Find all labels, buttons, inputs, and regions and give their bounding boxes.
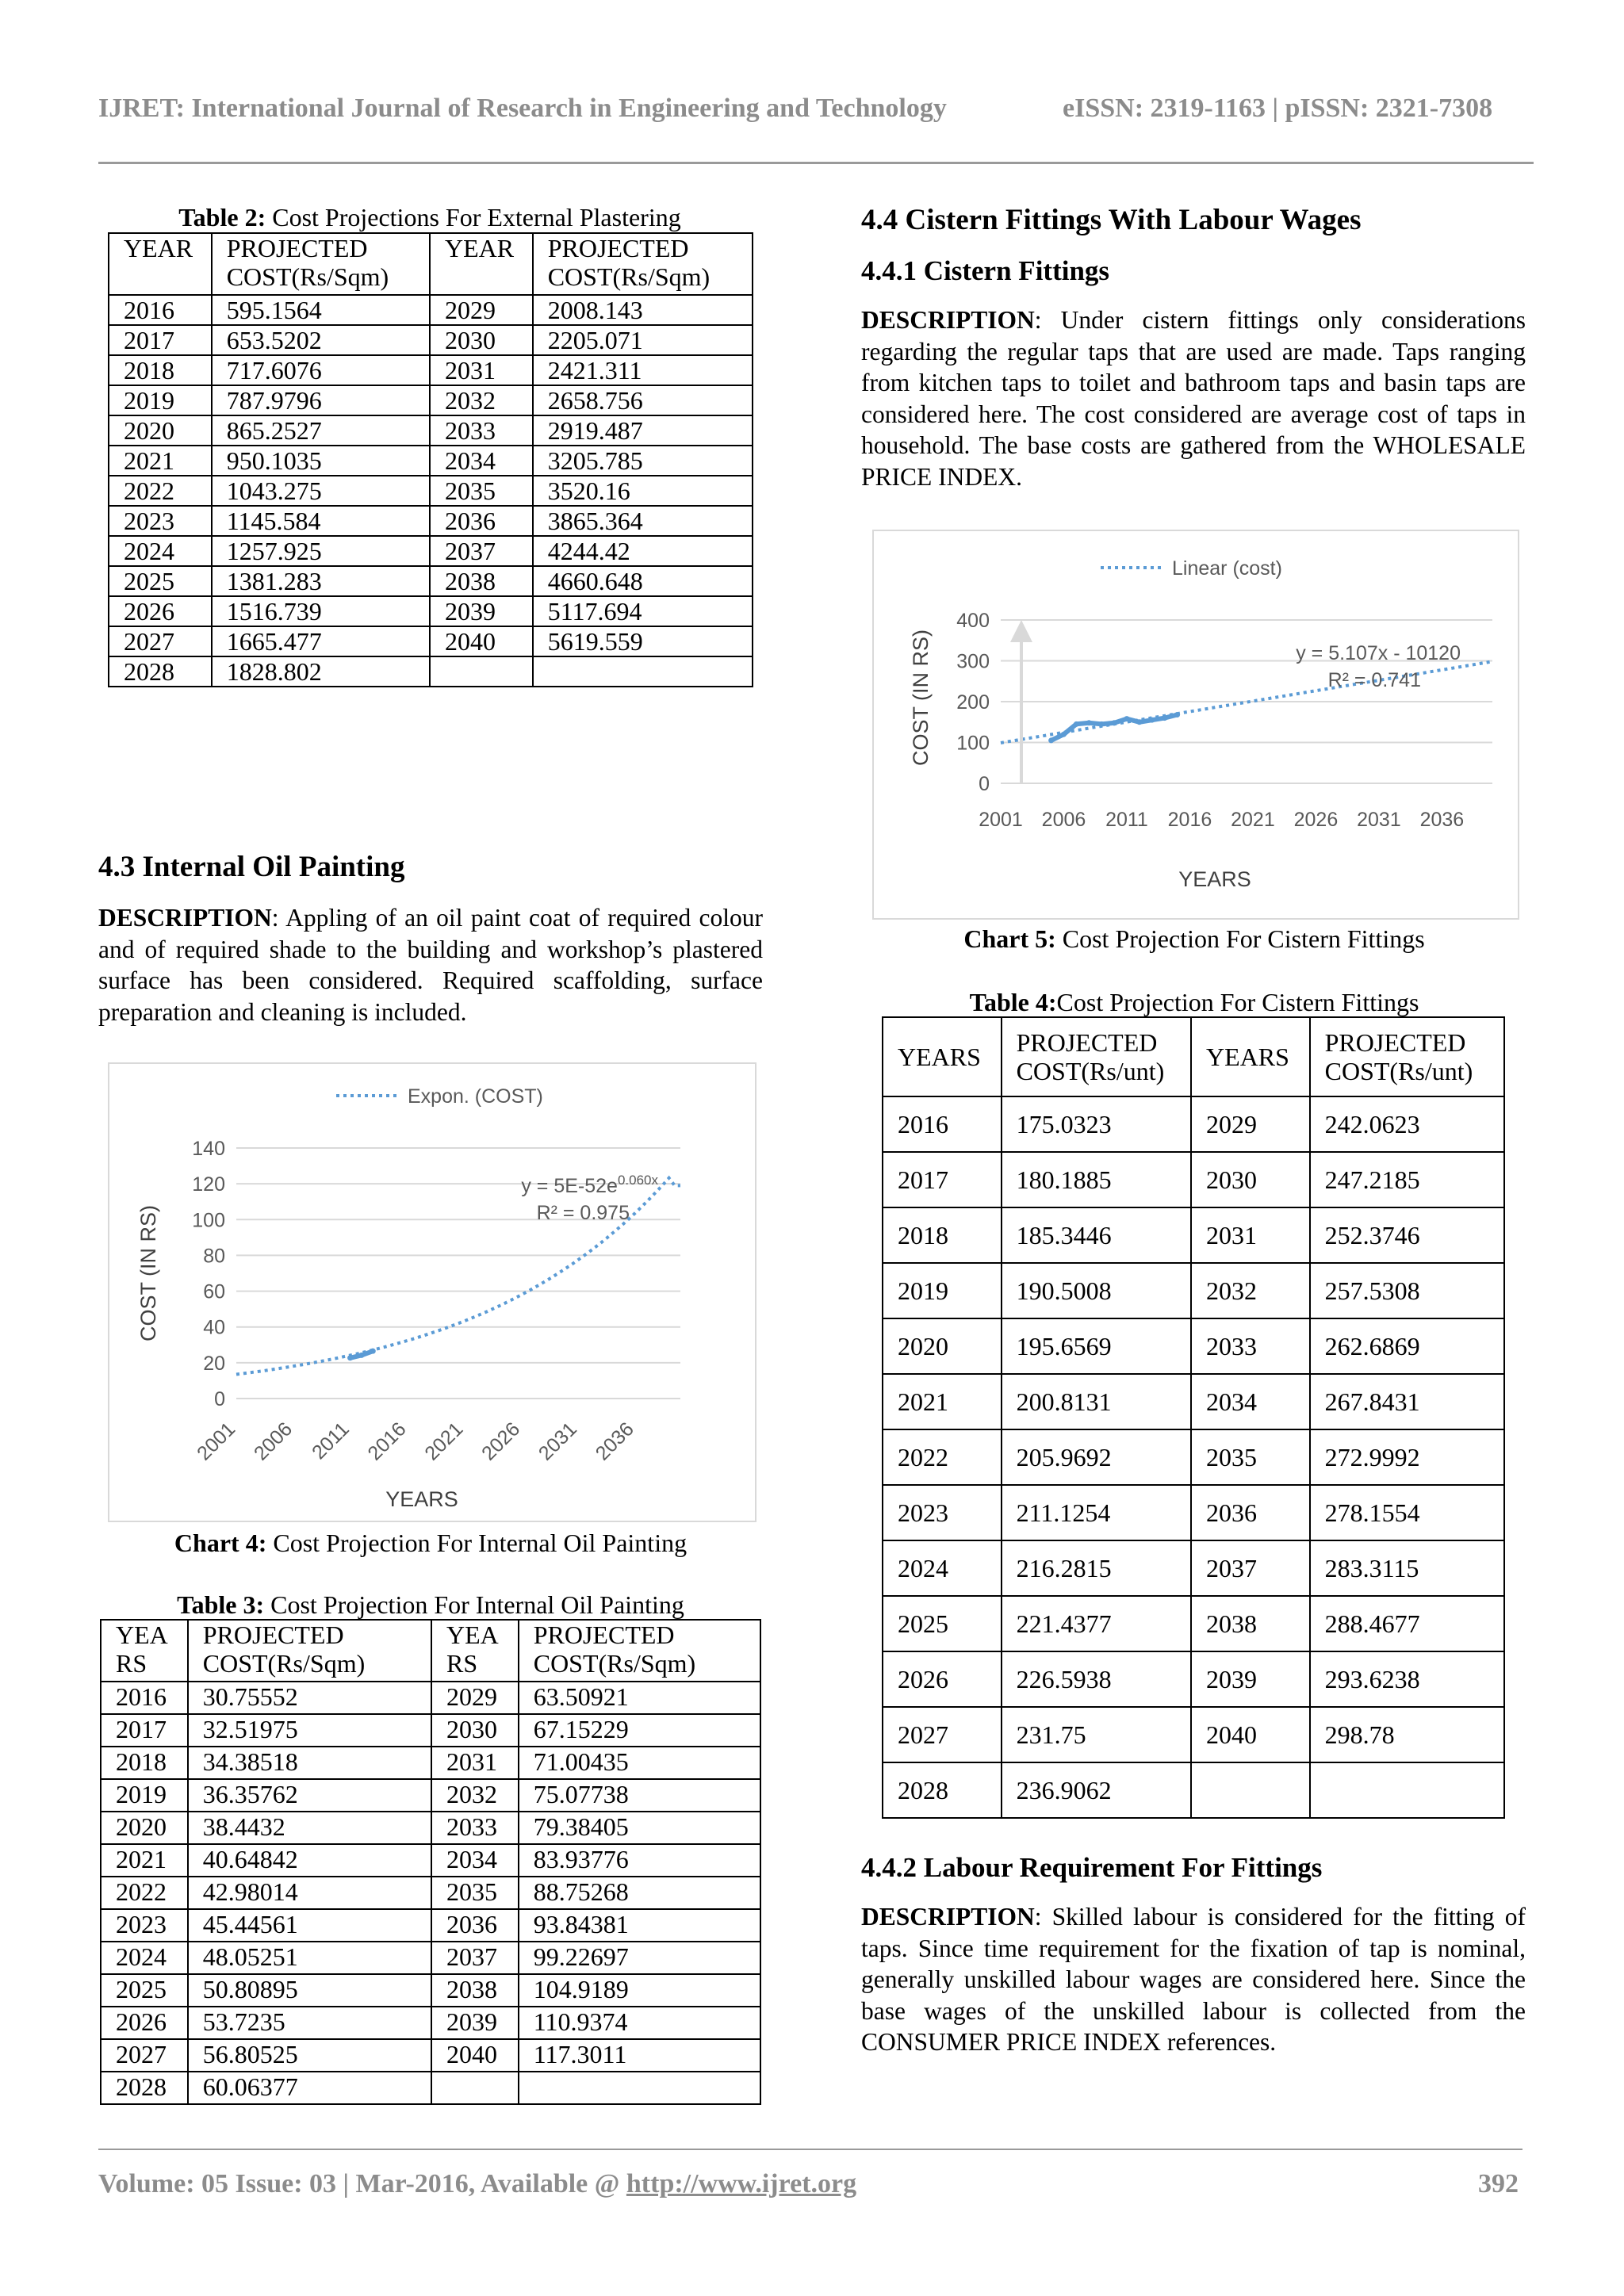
- table-cell: 175.0323: [1002, 1096, 1191, 1152]
- table-cell: 2031: [431, 1747, 519, 1779]
- data-point: [1124, 716, 1129, 721]
- table-cell: 2021: [109, 446, 212, 476]
- table-cell: 38.4432: [188, 1812, 431, 1844]
- x-tick-label: 2011: [1105, 809, 1148, 831]
- table-row: [101, 1714, 760, 1747]
- data-point: [347, 1355, 353, 1360]
- table-row: [883, 1374, 1504, 1429]
- table-row: [109, 476, 753, 506]
- y-axis-arrow-head: [1010, 620, 1032, 642]
- table-cell: 2037: [431, 1942, 519, 1974]
- table-cell: 50.80895: [188, 1974, 431, 2007]
- table-cell: 216.2815: [1002, 1540, 1191, 1596]
- table-cell: [431, 2072, 519, 2104]
- table-cell: 2020: [109, 415, 212, 446]
- data-point: [358, 1353, 364, 1358]
- table-cell: 2021: [883, 1374, 1002, 1429]
- table-header-row: [883, 1017, 1504, 1096]
- table-cell: 787.9796: [212, 385, 430, 415]
- table-cell: 2035: [431, 1877, 519, 1909]
- y-tick-label: 400: [956, 610, 990, 632]
- table-cell: 2020: [101, 1812, 188, 1844]
- table-cell: 71.00435: [519, 1747, 760, 1779]
- x-tick-label: 2006: [1041, 809, 1086, 831]
- chart5-svg: [874, 531, 1518, 918]
- table-cell: 2036: [431, 1909, 519, 1942]
- x-tick-label: 2006: [249, 1418, 297, 1465]
- table-cell: 42.98014: [188, 1877, 431, 1909]
- table-cell: 211.1254: [1002, 1485, 1191, 1540]
- table-header-row: [101, 1620, 760, 1682]
- table-cell: 2020: [883, 1318, 1002, 1374]
- y-tick-label: 40: [203, 1316, 225, 1339]
- table-cell: 79.38405: [519, 1812, 760, 1844]
- table-cell: 2026: [101, 2007, 188, 2039]
- table-row: [101, 1682, 760, 1714]
- table-cell: 99.22697: [519, 1942, 760, 1974]
- table-cell: 75.07738: [519, 1779, 760, 1812]
- table-row: [883, 1207, 1504, 1263]
- table-cell: 2030: [431, 1714, 519, 1747]
- data-point: [1099, 721, 1105, 727]
- table-cell: 231.75: [1002, 1707, 1191, 1762]
- table-cell: 3520.16: [533, 476, 753, 506]
- table2-caption: Table 2: Cost Projections For External Plastering: [178, 203, 681, 232]
- table-cell: 5619.559: [533, 626, 753, 656]
- table-row: [101, 2072, 760, 2104]
- table-row: [883, 1485, 1504, 1540]
- chart5-caption: Chart 5: Cost Projection For Cistern Fittings: [963, 924, 1425, 953]
- table-cell: 2036: [1191, 1485, 1310, 1540]
- table-cell: 180.1885: [1002, 1152, 1191, 1207]
- chart4-svg: [109, 1064, 755, 1521]
- table-cell: 2023: [883, 1485, 1002, 1540]
- trendline-equation: $y = 5E-52e^{0.060x}$: [521, 1173, 658, 1197]
- table-cell: 221.4377: [1002, 1596, 1191, 1651]
- table-header-cell: PROJECTED COST(Rs/Sqm): [212, 233, 430, 295]
- table-cell: 56.80525: [188, 2039, 431, 2072]
- section-4-4-heading: 4.4 Cistern Fittings With Labour Wages: [861, 204, 1362, 236]
- r-squared-label: R² = 0.975: [536, 1202, 630, 1224]
- table-cell: 2032: [430, 385, 533, 415]
- table-cell: 63.50921: [519, 1682, 760, 1714]
- table-cell: 2028: [109, 656, 212, 687]
- table-header-cell: YEA RS: [101, 1620, 188, 1682]
- table-cell: 2008.143: [533, 295, 753, 325]
- table3-caption: Table 3: Cost Projection For Internal Oil Painting: [177, 1590, 684, 1619]
- table-cell: 34.38518: [188, 1747, 431, 1779]
- table-cell: 88.75268: [519, 1877, 760, 1909]
- table-cell: 2421.311: [533, 355, 753, 385]
- table-row: [883, 1263, 1504, 1318]
- table-cell: 242.0623: [1310, 1096, 1504, 1152]
- data-point: [1136, 719, 1142, 725]
- y-tick-label: 0: [214, 1388, 225, 1410]
- table-cell: 2019: [883, 1263, 1002, 1318]
- table-cell: 190.5008: [1002, 1263, 1191, 1318]
- y-tick-label: 20: [203, 1352, 225, 1375]
- table-cell: 2028: [101, 2072, 188, 2104]
- table-row: [109, 355, 753, 385]
- y-tick-label: 80: [203, 1245, 225, 1268]
- section-4-4-2-heading: 4.4.2 Labour Requirement For Fittings: [861, 1852, 1323, 1883]
- table-cell: 2038: [1191, 1596, 1310, 1651]
- table-cell: 195.6569: [1002, 1318, 1191, 1374]
- table-cell: 653.5202: [212, 325, 430, 355]
- x-tick-label: 2036: [1419, 809, 1465, 831]
- x-tick-label: 2016: [363, 1418, 411, 1465]
- table-cell: 3205.785: [533, 446, 753, 476]
- table-row: [109, 596, 753, 626]
- y-tick-label: 60: [203, 1280, 225, 1303]
- table-cell: 2039: [1191, 1651, 1310, 1707]
- table-cell: 2022: [101, 1877, 188, 1909]
- table-cell: 5117.694: [533, 596, 753, 626]
- x-tick-label: 2026: [477, 1418, 525, 1465]
- table4: [882, 1016, 1505, 1819]
- table-cell: [1310, 1762, 1504, 1818]
- table-row: [101, 2007, 760, 2039]
- table-cell: 30.75552: [188, 1682, 431, 1714]
- table-cell: 2016: [109, 295, 212, 325]
- table-row: [101, 1844, 760, 1877]
- table-cell: 2036: [430, 506, 533, 536]
- table-cell: 83.93776: [519, 1844, 760, 1877]
- y-axis-title: COST (IN RS): [909, 629, 933, 767]
- table-cell: 2023: [101, 1909, 188, 1942]
- table-cell: 298.78: [1310, 1707, 1504, 1762]
- table3: [100, 1619, 761, 2105]
- data-point: [1086, 720, 1092, 725]
- table-cell: 93.84381: [519, 1909, 760, 1942]
- table-cell: 2016: [883, 1096, 1002, 1152]
- table-row: [101, 1779, 760, 1812]
- table-row: [109, 446, 753, 476]
- legend-label: Linear (cost): [1172, 557, 1282, 580]
- x-tick-label: 2016: [1167, 809, 1212, 831]
- table-cell: 2033: [430, 415, 533, 446]
- table-cell: 4660.648: [533, 566, 753, 596]
- section-4-4-1-heading: 4.4.1 Cistern Fittings: [861, 255, 1110, 286]
- table-cell: 2022: [109, 476, 212, 506]
- table-header-row: [109, 233, 753, 295]
- chart5: [872, 530, 1519, 920]
- table-cell: 200.8131: [1002, 1374, 1191, 1429]
- data-line: [1051, 715, 1178, 740]
- table-cell: 2038: [431, 1974, 519, 2007]
- table-cell: 2026: [109, 596, 212, 626]
- table-header-cell: PROJECTED COST(Rs/Sqm): [533, 233, 753, 295]
- table-cell: 2032: [1191, 1263, 1310, 1318]
- table-cell: 110.9374: [519, 2007, 760, 2039]
- table-cell: 247.2185: [1310, 1152, 1504, 1207]
- table-cell: 2025: [109, 566, 212, 596]
- table-row: [109, 415, 753, 446]
- table-cell: 2919.487: [533, 415, 753, 446]
- table-cell: 2035: [430, 476, 533, 506]
- table-row: [109, 626, 753, 656]
- table-cell: 205.9692: [1002, 1429, 1191, 1485]
- table-cell: 272.9992: [1310, 1429, 1504, 1485]
- section-4-3-heading: 4.3 Internal Oil Painting: [98, 851, 405, 883]
- table-cell: 950.1035: [212, 446, 430, 476]
- table-row: [109, 656, 753, 687]
- table-cell: 2018: [883, 1207, 1002, 1263]
- table-row: [101, 2039, 760, 2072]
- footer-rule: [98, 2149, 1522, 2150]
- table-cell: [430, 656, 533, 687]
- table-cell: 32.51975: [188, 1714, 431, 1747]
- table-cell: 2016: [101, 1682, 188, 1714]
- table-cell: 2018: [109, 355, 212, 385]
- table-cell: 4244.42: [533, 536, 753, 566]
- y-tick-label: 300: [956, 650, 990, 673]
- trendline-equation: y = 5.107x - 10120: [1296, 642, 1461, 664]
- table-cell: 288.4677: [1310, 1596, 1504, 1651]
- chart4-caption: Chart 4: Cost Projection For Internal Oil Painting: [174, 1529, 688, 1557]
- x-tick-label: 2026: [1293, 809, 1339, 831]
- y-tick-label: 100: [956, 732, 990, 755]
- table-cell: 1381.283: [212, 566, 430, 596]
- x-tick-label: 2036: [591, 1418, 638, 1465]
- table-header-cell: YEA RS: [431, 1620, 519, 1682]
- table-row: [883, 1651, 1504, 1707]
- table-cell: 1043.275: [212, 476, 430, 506]
- table-cell: 67.15229: [519, 1714, 760, 1747]
- table2: [108, 232, 753, 687]
- table-cell: 2022: [883, 1429, 1002, 1485]
- table-cell: 2040: [431, 2039, 519, 2072]
- table-cell: 45.44561: [188, 1909, 431, 1942]
- table-cell: 48.05251: [188, 1942, 431, 1974]
- table-row: [109, 325, 753, 355]
- table-cell: 2031: [1191, 1207, 1310, 1263]
- table-row: [101, 1974, 760, 2007]
- table-cell: 104.9189: [519, 1974, 760, 2007]
- x-tick-label: 2031: [534, 1418, 582, 1465]
- table-cell: 717.6076: [212, 355, 430, 385]
- table-cell: 252.3746: [1310, 1207, 1504, 1263]
- table-row: [109, 506, 753, 536]
- table-row: [883, 1318, 1504, 1374]
- table-cell: 283.3115: [1310, 1540, 1504, 1596]
- table-cell: 2019: [101, 1779, 188, 1812]
- x-axis-title: YEARS: [1178, 867, 1251, 891]
- table-header-cell: YEAR: [109, 233, 212, 295]
- chart4: [108, 1062, 756, 1522]
- x-tick-label: 2001: [193, 1418, 240, 1465]
- page-number: 392: [1478, 2169, 1519, 2198]
- footer-volume: Volume: 05 Issue: 03 | Mar-2016, Available @ http://www.ijret.org: [98, 2169, 857, 2198]
- table-cell: 2029: [1191, 1096, 1310, 1152]
- y-axis-title: COST (IN RS): [136, 1204, 160, 1342]
- table-row: [101, 1942, 760, 1974]
- table-row: [109, 566, 753, 596]
- section-4-4-1-description: DESCRIPTION: Under cistern fittings only considerations regarding the regular taps that are used are made. Taps ranging from kitchen taps to toilet and bathroom taps and basin taps are considered here. The cost considered are average cost of taps in household. The base costs are gathered from the WHOLESALE PRICE INDEX.: [861, 306, 1526, 491]
- table-cell: 2040: [430, 626, 533, 656]
- table-header-cell: YEAR: [430, 233, 533, 295]
- table-cell: 2019: [109, 385, 212, 415]
- table-cell: 226.5938: [1002, 1651, 1191, 1707]
- table-header-cell: PROJECTED COST(Rs/unt): [1002, 1017, 1191, 1096]
- table-cell: [533, 656, 753, 687]
- table-row: [109, 536, 753, 566]
- table-header-cell: PROJECTED COST(Rs/Sqm): [188, 1620, 431, 1682]
- y-tick-label: 140: [192, 1138, 225, 1160]
- y-tick-label: 100: [192, 1209, 225, 1232]
- table-cell: 2024: [883, 1540, 1002, 1596]
- table-header-cell: YEARS: [883, 1017, 1002, 1096]
- table-cell: 3865.364: [533, 506, 753, 536]
- table-cell: 2017: [883, 1152, 1002, 1207]
- section-4-4-2-description: DESCRIPTION: Skilled labour is considered for the fitting of taps. Since time requirement for the fixation of tap is nominal, generally unskilled labour wages are considered here. Since the base wages of the unskilled labour is collected from the CONSUMER PRICE INDEX references.: [861, 1903, 1526, 2056]
- r-squared-label: R² = 0.741: [1327, 669, 1421, 691]
- data-point: [1162, 715, 1167, 721]
- table-row: [883, 1152, 1504, 1207]
- table-cell: 2033: [1191, 1318, 1310, 1374]
- table-cell: 2031: [430, 355, 533, 385]
- table-cell: 36.35762: [188, 1779, 431, 1812]
- issn: eISSN: 2319-1163 | pISSN: 2321-7308: [1063, 94, 1493, 123]
- table-cell: 2033: [431, 1812, 519, 1844]
- data-point: [1074, 721, 1079, 727]
- table-row: [101, 1812, 760, 1844]
- x-tick-label: 2031: [1357, 809, 1401, 831]
- table-cell: 2658.756: [533, 385, 753, 415]
- table-cell: 2029: [431, 1682, 519, 1714]
- table-cell: 865.2527: [212, 415, 430, 446]
- table-cell: 185.3446: [1002, 1207, 1191, 1263]
- table-cell: 2023: [109, 506, 212, 536]
- data-point: [1061, 732, 1067, 737]
- table-row: [101, 1877, 760, 1909]
- table-header-cell: PROJECTED COST(Rs/Sqm): [519, 1620, 760, 1682]
- table-cell: 53.7235: [188, 2007, 431, 2039]
- table-row: [883, 1762, 1504, 1818]
- table-cell: 2037: [430, 536, 533, 566]
- x-tick-label: 2021: [1231, 809, 1275, 831]
- table-row: [883, 1429, 1504, 1485]
- table-cell: 2021: [101, 1844, 188, 1877]
- table4-caption: Table 4:Cost Projection For Cistern Fittings: [969, 988, 1419, 1016]
- table-cell: 1145.584: [212, 506, 430, 536]
- table-row: [109, 385, 753, 415]
- table-cell: 2024: [109, 536, 212, 566]
- table-cell: 2027: [109, 626, 212, 656]
- data-point: [1048, 737, 1054, 743]
- table-cell: 2030: [430, 325, 533, 355]
- table-cell: [1191, 1762, 1310, 1818]
- table-cell: 2034: [1191, 1374, 1310, 1429]
- table-cell: 2034: [431, 1844, 519, 1877]
- table-cell: 2037: [1191, 1540, 1310, 1596]
- table-cell: 257.5308: [1310, 1263, 1504, 1318]
- table-cell: 1828.802: [212, 656, 430, 687]
- header-rule: [98, 162, 1534, 164]
- table-cell: 117.3011: [519, 2039, 760, 2072]
- table-cell: 2026: [883, 1651, 1002, 1707]
- y-tick-label: 120: [192, 1173, 225, 1196]
- table-cell: 2039: [431, 2007, 519, 2039]
- table-cell: 236.9062: [1002, 1762, 1191, 1818]
- table-cell: 2027: [101, 2039, 188, 2072]
- x-axis-title: YEARS: [385, 1487, 458, 1511]
- table-cell: 2025: [883, 1596, 1002, 1651]
- journal-title: IJRET: International Journal of Research in Engineering and Technology: [98, 94, 947, 123]
- table-cell: 2027: [883, 1707, 1002, 1762]
- table-cell: 2029: [430, 295, 533, 325]
- table-cell: 267.8431: [1310, 1374, 1504, 1429]
- table-cell: 2018: [101, 1747, 188, 1779]
- data-point: [1112, 720, 1117, 725]
- data-point: [370, 1349, 376, 1354]
- table-row: [109, 295, 753, 325]
- footer-link[interactable]: http://www.ijret.org: [626, 2169, 857, 2198]
- table-cell: 2035: [1191, 1429, 1310, 1485]
- table-cell: 2039: [430, 596, 533, 626]
- data-point: [1149, 718, 1155, 723]
- table-header-cell: YEARS: [1191, 1017, 1310, 1096]
- table-cell: 1665.477: [212, 626, 430, 656]
- table-cell: 40.64842: [188, 1844, 431, 1877]
- table-cell: 278.1554: [1310, 1485, 1504, 1540]
- table-row: [883, 1707, 1504, 1762]
- table-cell: 2030: [1191, 1152, 1310, 1207]
- x-tick-label: 2011: [308, 1418, 354, 1464]
- x-tick-label: 2021: [420, 1418, 468, 1465]
- y-tick-label: 200: [956, 691, 990, 714]
- table-cell: 293.6238: [1310, 1651, 1504, 1707]
- table-cell: 60.06377: [188, 2072, 431, 2104]
- table-cell: 2025: [101, 1974, 188, 2007]
- table-row: [883, 1596, 1504, 1651]
- table-cell: [519, 2072, 760, 2104]
- table-cell: 262.6869: [1310, 1318, 1504, 1374]
- x-tick-label: 2001: [979, 809, 1023, 831]
- table-cell: 2017: [101, 1714, 188, 1747]
- data-point: [1174, 712, 1180, 718]
- table-cell: 2038: [430, 566, 533, 596]
- table-row: [883, 1540, 1504, 1596]
- section-4-3-description: DESCRIPTION: Appling of an oil paint coat of required colour and of required shade to the building and workshop’s plastered surface has been considered. Required scaffolding, surface preparation and cleaning is included.: [98, 904, 763, 1026]
- table-header-cell: PROJECTED COST(Rs/unt): [1310, 1017, 1504, 1096]
- legend-label: Expon. (COST): [408, 1085, 543, 1108]
- table-cell: 2034: [430, 446, 533, 476]
- table-row: [101, 1909, 760, 1942]
- table-cell: 2028: [883, 1762, 1002, 1818]
- table-row: [883, 1096, 1504, 1152]
- table-cell: 595.1564: [212, 295, 430, 325]
- table-cell: 1257.925: [212, 536, 430, 566]
- table-row: [101, 1747, 760, 1779]
- table-cell: 2032: [431, 1779, 519, 1812]
- table-cell: 1516.739: [212, 596, 430, 626]
- table-cell: 2205.071: [533, 325, 753, 355]
- table-cell: 2040: [1191, 1707, 1310, 1762]
- y-tick-label: 0: [979, 773, 990, 795]
- table-cell: 2024: [101, 1942, 188, 1974]
- table-cell: 2017: [109, 325, 212, 355]
